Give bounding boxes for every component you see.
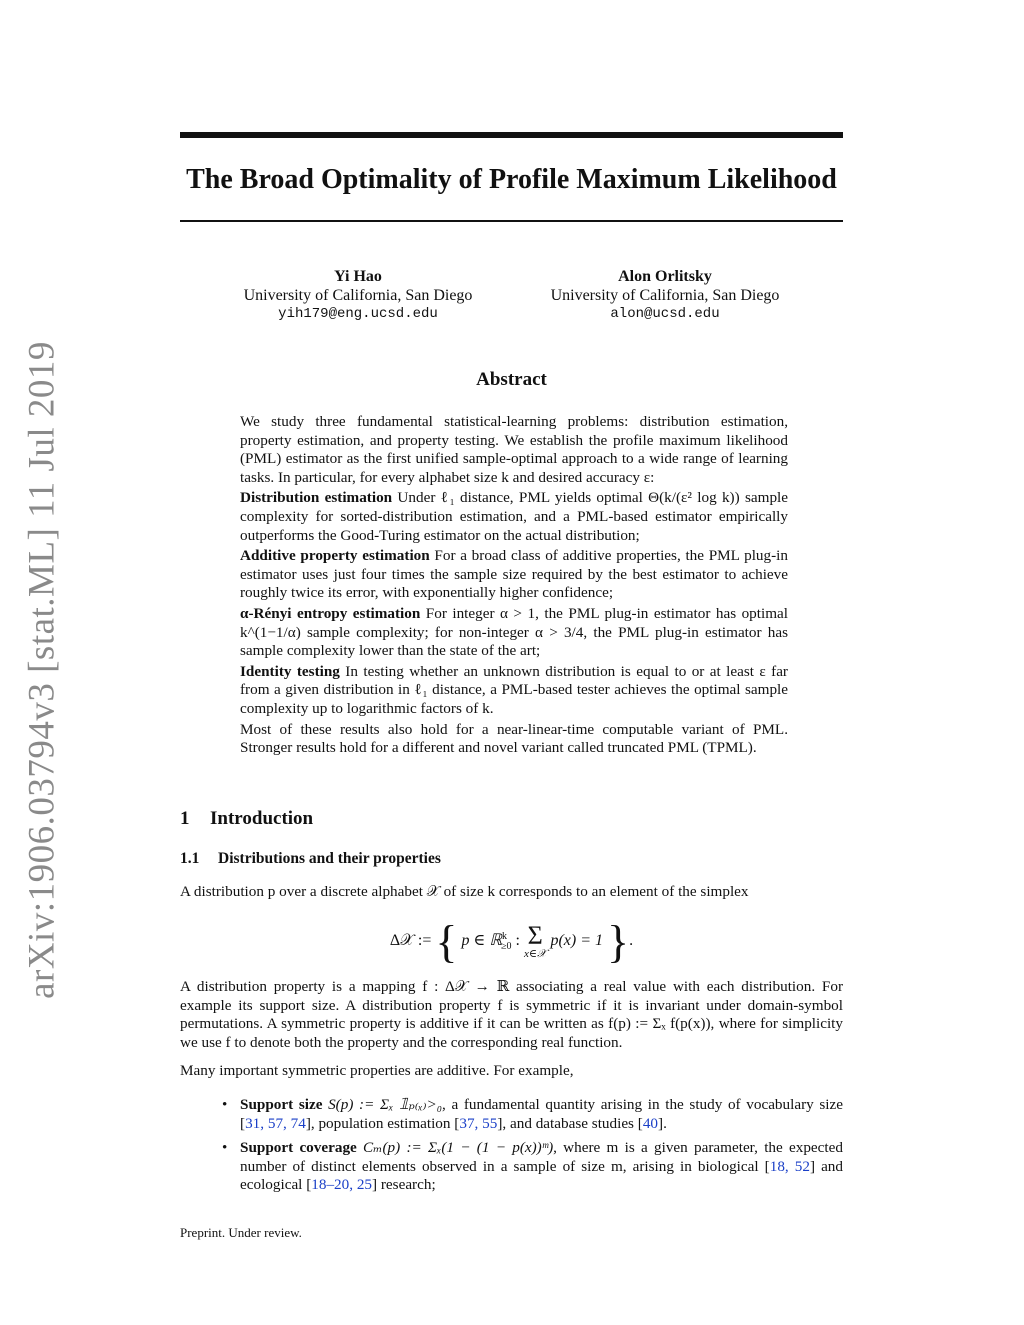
title-rule-top [180, 132, 843, 138]
arxiv-sidebar [21, 341, 63, 999]
author-name: Yi Hao [334, 268, 382, 285]
abstract-item-text: For a broad class of additive properties, the PML plug-in estimator uses just four times the sample size required by the best estimator to achieve roughly twice its error, with exponentially higher confidence; [240, 547, 788, 602]
simplex-equation [180, 915, 843, 968]
list-item [222, 1096, 843, 1133]
citation-link[interactable]: 40 [642, 1114, 659, 1132]
summation-icon: Σ x∈𝒳 [523, 921, 547, 960]
equation-set-left: p ∈ ℝ [461, 932, 503, 950]
equation-end: . [629, 932, 634, 950]
abstract-item [240, 605, 788, 661]
abstract-body [240, 413, 788, 760]
citation-link[interactable]: 37, 55 [459, 1114, 498, 1132]
abstract-intro: We study three fundamental statistical-learning problems: distribution estimation, property estimation, and property testing. We establish the profile maximum likelihood (PML) estimator as the first unified sample-optimal approach to a wide range of learning tasks. In particular, for every alphabet size k and desired accuracy ε: [240, 413, 788, 486]
summation-subscript: x∈𝒳 [523, 948, 547, 960]
abstract-item [240, 489, 788, 545]
citation-link[interactable]: 31, 57, 74 [245, 1114, 306, 1132]
subsection-title: Distributions and their properties [218, 850, 441, 867]
abstract-item-lead: α-Rényi entropy estimation [240, 604, 421, 622]
bullet-icon: • [222, 1096, 228, 1113]
subsection-number: 1.1 [180, 850, 200, 867]
list-item-text: ], and database studies [ [497, 1114, 643, 1132]
author-affiliation: University of California, San Diego [550, 287, 780, 304]
equation-sum-body: p(x) = 1 [550, 932, 604, 950]
author-name: Alon Orlitsky [618, 268, 712, 285]
author-block-1 [208, 267, 508, 324]
right-brace-icon: } [607, 916, 630, 967]
bullet-icon: • [222, 1139, 228, 1157]
list-item-formula: Cₘ(p) := Σₓ(1 − (1 − p(x))ᵐ) [356, 1139, 554, 1157]
abstract-item-text: In testing whether an unknown distribution is equal to or at least ε far from a given distribution in ℓ₁ distance, a PML-based tester achieves the optimal sample complexity up to logarithmic factors of k. [240, 662, 788, 717]
equation-set-sup: k [502, 930, 508, 942]
arxiv-identifier: arXiv:1906.03794v3 [stat.ML] 11 Jul 2019 [21, 341, 63, 999]
section-title: Introduction [210, 808, 314, 829]
equation-lhs: Δ𝒳 := [389, 932, 432, 950]
paragraph-simplex: A distribution p over a discrete alphabet 𝒳 of size k corresponds to an element of the simplex [180, 883, 749, 900]
author-email[interactable]: alon@ucsd.edu [610, 306, 720, 322]
list-item-text: , where m is a given parameter, the expected number of distinct elements observed in a sample of size m, arising in biological [ [240, 1139, 843, 1175]
equation-colon: : [515, 932, 524, 950]
abstract-item-lead: Distribution estimation [240, 489, 393, 507]
abstract-item-text: Under ℓ₁ distance, PML yields optimal Θ(k/(ε² log k)) sample complexity for sorted-distribution estimation, and a PML-based estimator empirically outperforms the Good-Turing estimator on the actual distribution; [240, 489, 788, 544]
list-item-lead: Support size [240, 1096, 323, 1113]
list-item-text: , a fundamental quantity arising in the study of vocabulary size [ [240, 1096, 843, 1132]
abstract-item-text: For integer α > 1, the PML plug-in estimator has optimal k^(1−1/α) sample complexity; for non-integer α > 3/4, the PML plug-in estimator has sample complexity lower than the state of the art; [240, 604, 788, 660]
author-block-2 [515, 267, 815, 324]
list-item-text: ], population estimation [ [305, 1114, 460, 1132]
left-brace-icon: { [435, 916, 458, 967]
subsection-heading [180, 850, 441, 868]
paper-title: The Broad Optimality of Profile Maximum Likelihood [186, 164, 837, 195]
abstract-heading: Abstract [476, 369, 547, 390]
title-rule-bottom [180, 220, 843, 222]
list-item-lead: Support coverage [240, 1139, 357, 1157]
paragraph-property-definition: A distribution property is a mapping f : Δ𝒳 → ℝ associating a real value with each distribution. For example its support size. A distribution property f is symmetric if it is invariant under domain-symbol permutations. A symmetric property is additive if it can be written as f(p) := Σₓ f(p(x)), where for simplicity we use f to denote both the property and the corresponding real function. [180, 978, 843, 1051]
list-item-text: ] and ecological [ [240, 1157, 843, 1194]
section-number: 1 [180, 808, 190, 829]
abstract-item [240, 663, 788, 719]
citation-link[interactable]: 18–20, 25 [311, 1176, 373, 1194]
section-heading-introduction [180, 808, 313, 830]
list-item-text: ] research; [372, 1176, 436, 1194]
citation-link[interactable]: 18, 52 [769, 1157, 810, 1175]
author-affiliation: University of California, San Diego [243, 287, 473, 304]
examples-list [222, 1096, 843, 1201]
abstract-item [240, 547, 788, 603]
abstract-closing: Most of these results also hold for a near-linear-time computable variant of PML. Stronger results hold for a different and novel variant called truncated PML (TPML). [240, 720, 788, 757]
list-item-formula: S(p) := Σₓ 𝟙ₚ₍ₓ₎>₀ [322, 1096, 442, 1113]
paragraph-examples-intro: Many important symmetric properties are additive. For example, [180, 1062, 574, 1079]
author-email[interactable]: yih179@eng.ucsd.edu [278, 306, 438, 322]
footer-note: Preprint. Under review. [180, 1225, 302, 1240]
abstract-item-lead: Additive property estimation [240, 547, 430, 565]
list-item [222, 1139, 843, 1195]
abstract-item-lead: Identity testing [240, 662, 340, 680]
equation-set-sub: ≥0 [501, 941, 512, 953]
list-item-text: ]. [658, 1114, 667, 1132]
